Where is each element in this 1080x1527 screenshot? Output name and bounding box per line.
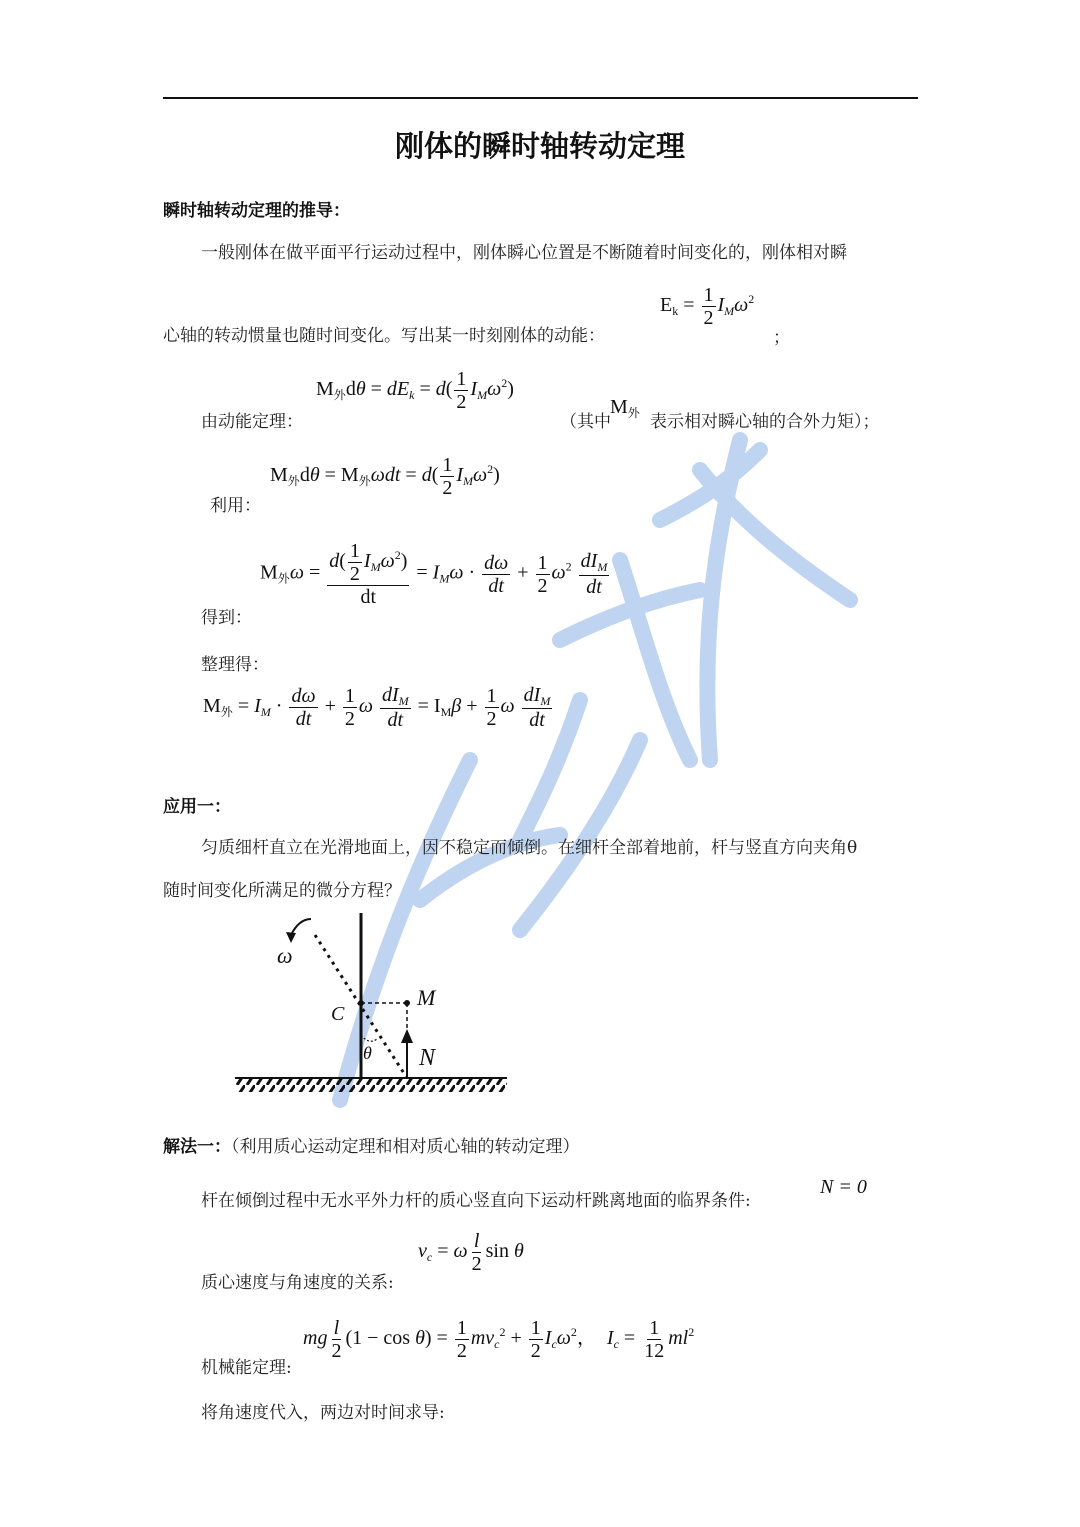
page-title: 刚体的瞬时轴转动定理 xyxy=(394,129,685,163)
velocity-formula: $v_c = \omega$ $\frac{l}{2}$ sin θ xyxy=(418,1230,524,1275)
omega-arrow xyxy=(291,919,311,935)
critical-condition-line: 杆在倾倒过程中无水平外力杆的质心竖直向下运动杆跳离地面的临界条件: xyxy=(201,1191,751,1211)
label-theta: θ xyxy=(363,1043,372,1063)
label-omega: ω xyxy=(277,943,293,968)
label-N: N xyxy=(419,1045,436,1071)
top-rule xyxy=(163,97,918,99)
normal-force-arrowhead xyxy=(401,1029,413,1043)
section-heading-derivation: 瞬时轴转动定理的推导： xyxy=(163,201,350,221)
energy-label: 机械能定理: xyxy=(201,1358,292,1378)
energy-formula: mg $\frac{l}{2}$ (1 − cos θ) = $\frac{1}{2}$ $mv_c^2$ + $\frac{1}{2}$ $I_c\omega^2$， $I_c$ = $\frac{1}{12}$ $ml^2$ xyxy=(303,1317,695,1362)
velocity-label: 质心速度与角速度的关系: xyxy=(201,1273,394,1293)
use-label: 利用： xyxy=(210,496,261,516)
section-heading-solution1: 解法一： xyxy=(163,1137,231,1157)
label-C: C xyxy=(331,1003,345,1025)
solution-heading-note: （利用质心运动定理和相对质心轴的转动定理） xyxy=(231,1137,580,1157)
instantaneous-axis-theorem-formula: $M_外 = I_M$ · $\frac{d\omega}{dt}$ + $\frac{1}{2}$ ω $\frac{dI_M}{dt}$ = $I_M\beta$ + $\frac{1}{2}$ ω $\frac{dI_M}{dt}$ xyxy=(203,684,551,732)
angle-arc xyxy=(361,1035,377,1041)
label-M: M xyxy=(417,985,436,1010)
problem-line1: 匀质细杆直立在光滑地面上，因不稳定而倾倒。在细杆全部着地前，杆与竖直方向夹角θ xyxy=(201,838,858,858)
paragraph-intro-line2: 心轴的转动惯量也随时间变化。写出某一时刻刚体的动能： xyxy=(163,326,605,346)
falling-rod-figure xyxy=(225,905,515,1100)
torque-work-formula: $M_外d\theta = M_外\omega dt = d$( $\frac{1}{2}$ $I_M\omega^2$) xyxy=(270,454,500,499)
problem-line2: 随时间变化所满足的微分方程？ xyxy=(163,881,401,901)
derivative-line: 将角速度代入，两边对时间求导: xyxy=(201,1403,445,1423)
arrange-label: 整理得： xyxy=(201,655,269,675)
work-energy-formula: $M_外d\theta = dE_k = d$( $\frac{1}{2}$ $I_M\omega^2$) xyxy=(316,368,514,413)
result-formula: $M_外\omega$ = d( $\frac{1}{2}$ $I_M\omega^2$) dt = $I_M\omega$ · $\frac{d\omega}{dt}$ + $\frac{1}{2}$ $\omega^2$ $\frac{dI_M}{dt}$ xyxy=(260,540,608,608)
critical-condition-formula: N = 0 xyxy=(820,1176,867,1198)
kinetic-energy-formula: $E_k$ = $\frac{1}{2}$ $I_M\omega^2$ xyxy=(660,284,755,329)
theorem-note-prefix: （其中 xyxy=(560,412,611,432)
solution-heading-row xyxy=(163,1132,580,1157)
external-torque-symbol: $M_外$ xyxy=(610,396,640,420)
ke-suffix: ； xyxy=(773,328,790,348)
section-heading-application1: 应用一： xyxy=(163,797,231,817)
result-label: 得到： xyxy=(201,608,252,628)
theorem-note-suffix: 表示相对瞬心轴的合外力矩）； xyxy=(650,412,880,432)
theorem-label: 由动能定理： xyxy=(201,412,303,432)
ground-hatch xyxy=(235,1079,507,1092)
paragraph-intro-line1: 一般刚体在做平面平行运动过程中，刚体瞬心位置是不断随着时间变化的，刚体相对瞬 xyxy=(201,243,847,263)
omega-arrowhead xyxy=(286,932,296,943)
